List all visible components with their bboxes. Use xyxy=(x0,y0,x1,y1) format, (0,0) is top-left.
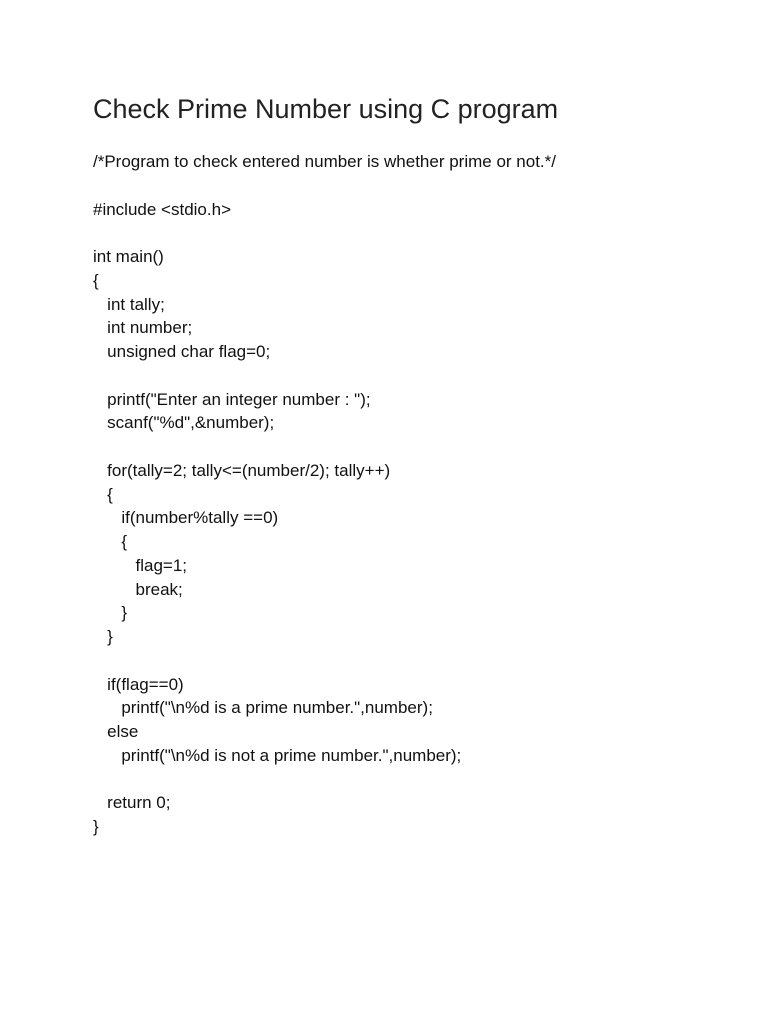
code-line xyxy=(93,649,556,673)
code-line: printf("Enter an integer number : "); xyxy=(93,389,371,409)
code-line: scanf("%d",&number); xyxy=(93,413,275,433)
code-line: } xyxy=(93,817,99,836)
code-line: } xyxy=(93,627,113,646)
code-line xyxy=(93,435,556,459)
code-line: for(tally=2; tally<=(number/2); tally++) xyxy=(93,460,391,480)
code-line: if(number%tally ==0) xyxy=(93,508,279,528)
code-line: printf("\n%d is not a prime number.",number); xyxy=(93,745,462,765)
page-title: Check Prime Number using C program xyxy=(93,94,559,124)
code-line: { xyxy=(93,532,128,551)
code-line: int tally; xyxy=(93,294,165,314)
code-line: else xyxy=(93,722,139,741)
code-line xyxy=(93,768,556,792)
code-line xyxy=(93,364,556,388)
code-line: /*Program to check entered number is whether prime or not.*/ xyxy=(93,152,556,171)
code-line: flag=1; xyxy=(93,555,188,575)
code-line: { xyxy=(93,270,99,290)
code-line: int main() xyxy=(93,247,164,266)
code-line: { xyxy=(93,484,113,504)
code-line xyxy=(93,221,556,245)
code-line: if(flag==0) xyxy=(93,674,184,694)
code-line: #include <stdio.h> xyxy=(93,199,231,219)
code-line: break; xyxy=(93,579,183,599)
code-block xyxy=(93,150,556,839)
code-line: unsigned char flag=0; xyxy=(93,342,271,361)
code-line: } xyxy=(93,603,128,623)
code-line: printf("\n%d is a prime number.",number); xyxy=(93,698,433,718)
code-line: int number; xyxy=(93,318,193,338)
code-line xyxy=(93,174,556,198)
code-line: return 0; xyxy=(93,793,171,813)
